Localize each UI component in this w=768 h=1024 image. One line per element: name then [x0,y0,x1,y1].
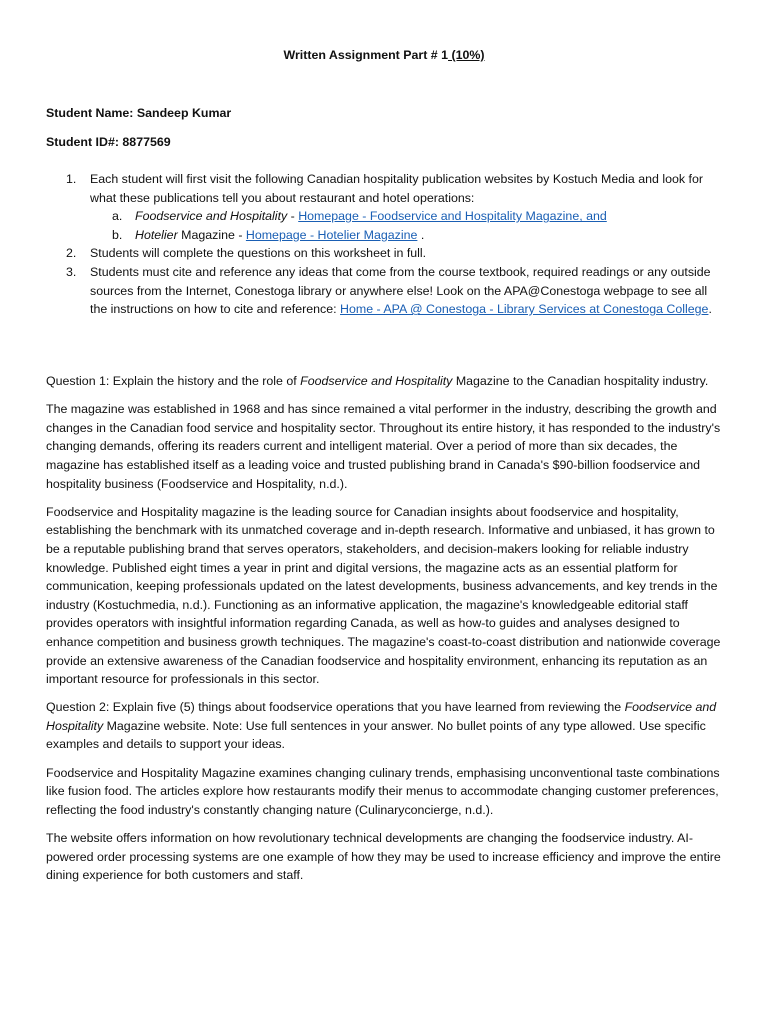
student-id: Student ID#: 8877569 [46,135,171,149]
title-percent: (10%) [448,48,485,62]
publication-sublist [90,207,726,244]
question-1-suffix: Magazine to the Canadian hospitality industry. [452,374,709,388]
page-title [0,46,768,65]
instruction-item-1 [46,170,726,244]
foodservice-homepage-link[interactable]: Homepage - Foodservice and Hospitality Magazine, and [298,209,607,224]
instruction-text: Students will complete the questions on this worksheet in full. [90,246,427,261]
hotelier-homepage-link[interactable]: Homepage - Hotelier Magazine [245,227,418,242]
question-2-italic: Foodservice and Hospitality [46,700,717,733]
instruction-number: 3. [66,264,77,279]
publication-name: Foodservice and Hospitality [135,209,288,224]
question-1-prefix: Question 1: Explain the history and the role of [46,374,301,388]
answer-1-paragraph-2: Foodservice and Hospitality magazine is the leading source for Canadian insights about foodservice and hospitality, establishing the benchmark with its unmatched coverage and in-depth research. Informative and unbiased, it has grown to be a reputable publishing brand that serves operators, stakeholders, and decision-makers looking for reliable industry knowledge. Published eight times a year in print and digital versions, the magazine acts as an essential platform for communication, keeping professionals updated on the latest developments, business advancements, and key trends in the industry (Kostuchmedia, n.d.). Functioning as an informative application, the magazine's knowledgeable editorial staff provides operators with insightful information regarding Canada, as well as how-to guides and analyses designed to enhance competition and business growth techniques. The magazine's coast-to-coast distribution and nationwide coverage provide an extensive awareness of the Canadian foodservice and hospitality environment, enhancing its reputation as an important resource for professionals in this sector. [46,504,721,687]
question-2-prefix: Question 2: Explain five (5) things about foodservice operations that you have learned from reviewing the [46,700,625,715]
instruction-item-2 [46,244,726,263]
instruction-number: 1. [66,172,77,186]
separator-text: - [287,209,299,224]
instruction-number: 2. [66,246,77,261]
question-2 [46,698,726,754]
answer-2-paragraph-1: Foodservice and Hospitality Magazine examines changing culinary trends, emphasising unconventional taste combinations like fusion food. The articles explore how restaurants modify their menus to accommodate changing customer preferences, reflecting the food industry's constantly changing nature (Culinaryconcierge, n.d.). [46,765,720,817]
publication-name: Hotelier [135,227,178,242]
instruction-text: Students must cite and reference any ideas that come from the course textbook, required readings or any outside sources from the Internet, Conestoga library or anywhere else! Look on the APA@Conestoga webpage to see all the instructions on how to cite and reference: [90,264,711,317]
apa-conestoga-link[interactable]: Home - APA @ Conestoga - Library Services at Conestoga College [340,302,709,317]
publication-suffix: Magazine - [177,227,246,242]
instruction-tail: . [708,302,712,317]
sub-item-letter: a. [112,209,123,224]
instruction-text: Each student will first visit the following Canadian hospitality publication websites by Kostuch Media and look for what these publications tell you about restaurant and hotel operations: [90,172,703,205]
question-1-italic: Foodservice and Hospitality [300,374,453,388]
answer-1-paragraph-1: The magazine was established in 1968 and has since remained a vital performer in the industry, describing the growth and changes in the Canadian food service and hospitality sector. Throughout its entire history, it has responded to the industry's changing demands, offering its readers current and intelligent material. Over a period of more than six decades, the magazine has established itself as a leading voice and trusted publishing brand in Canada's $90-billion foodservice and hospitality business (Foodservice and Hospitality, n.d.). [46,402,721,491]
instruction-item-3 [46,263,726,319]
question-1 [46,372,726,391]
title-text: Written Assignment Part # 1 [283,48,449,62]
sub-item-a [90,207,726,226]
sub-item-tail: . [417,227,425,242]
sub-item-letter: b. [112,227,123,242]
student-name: Student Name: Sandeep Kumar [46,106,232,120]
sub-item-b [90,226,726,245]
instructions-list [46,170,726,319]
question-2-suffix: Magazine website. Note: Use full sentences in your answer. No bullet points of any type allowed. Use specific examples and details to support your ideas. [46,718,706,752]
document-body [46,372,726,894]
answer-2-paragraph-2: The website offers information on how revolutionary technical developments are changing the foodservice industry. AI-powered order processing systems are one example of how they may be used to increase efficiency and improve the entire dining experience for both customers and staff. [46,831,721,883]
